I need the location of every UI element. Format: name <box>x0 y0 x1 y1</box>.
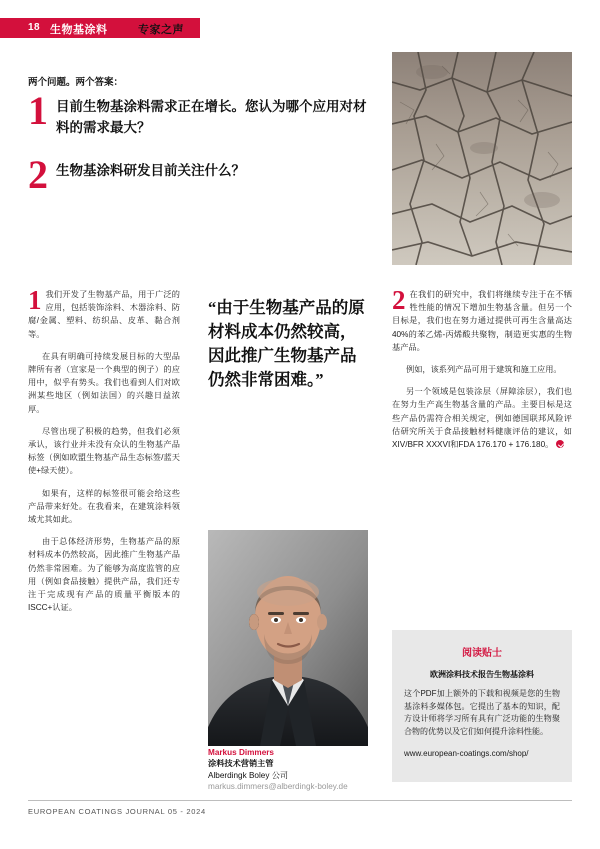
portrait-caption <box>208 748 383 791</box>
caption-name: Markus Dimmers <box>208 748 274 757</box>
answer-2-number: 2 <box>392 285 406 315</box>
question-2-number: 2 <box>28 152 48 197</box>
portrait-illustration <box>208 530 368 746</box>
read-more-box <box>392 630 572 782</box>
pull-quote: “由于生物基产品的原材料成本仍然较高，因此推广生物基产品仍然非常困难。” <box>208 298 365 389</box>
question-1-text: 目前生物基涂料需求正在增长。您认为哪个应用对材料的需求最大？ <box>56 99 367 135</box>
article-end-mark-icon <box>556 440 564 448</box>
answer-2-paragraph-2: 例如，该系列产品可用于建筑和施工应用。 <box>406 365 562 375</box>
intro-label: 两个问题。两个答案： <box>28 77 124 88</box>
answer-2-text-3: 另一个领域是包装涂层（屏障涂层），我们也在努力生产高生物基含量的产品。主要目标是这些产品仍需符合相关规定，例如德国联邦风险评估研究所关于食品接触材料健康评估的建议，如XIV/BFR XXXVI和FDA 176.170 + 176.180。 <box>392 387 572 450</box>
header-subsection-title: 专家之声 <box>138 24 184 36</box>
cracked-earth-illustration <box>392 52 572 265</box>
cracked-earth-photo <box>392 52 572 265</box>
footer-text: EUROPEAN COATINGS JOURNAL 05 - 2024 <box>28 807 206 816</box>
question-1-number: 1 <box>28 88 48 133</box>
caption-company: Alberdingk Boley 公司 <box>208 771 289 780</box>
answer-2-paragraph-1 <box>392 285 572 354</box>
answer-1-paragraph-2: 在具有明确可持续发展目标的大型品牌所有者（宣家是一个典型的例子）的应用中，似乎有势头。我们也看到人们对欧洲某些地区（例如法国）的兴趣日益浓厚。 <box>28 351 180 414</box>
read-more-subtitle: 欧洲涂料技术报告生物基涂料 <box>430 670 534 679</box>
caption-role: 涂料技术营销主管 <box>208 759 274 768</box>
answer-1-paragraph-1 <box>28 285 180 341</box>
question-2-text: 生物基涂料研发目前关注什么？ <box>56 163 245 178</box>
answer-2-paragraph-3 <box>392 385 572 451</box>
answer-1-paragraph-5: 由于总体经济形势，生物基产品的原材料成本仍然较高，因此推广生物基产品仍然非常困难。为了能够为高度监管的应用（例如食品接触）提供产品，我们还专注于完成现有产品的质量平衡版本的ISCC+认证。 <box>28 537 180 613</box>
answer-1-paragraph-4: 如果有，这样的标签很可能会给这些产品带来好处。在我看来，在建筑涂料领域尤其如此。 <box>28 488 180 525</box>
answer-1-number: 1 <box>28 285 42 315</box>
caption-email: markus.dimmers@alberdingk-boley.de <box>208 782 348 791</box>
question-2 <box>28 152 368 197</box>
answer-1-text-1: 我们开发了生物基产品，用于广泛的应用，包括装饰涂料、木器涂料、防腐/金属、塑料、纺织品、皮革、黏合剂等。 <box>28 290 180 339</box>
page-number: 18 <box>28 22 41 33</box>
answer-2-text-1: 在我们的研究中，我们将继续专注于在不牺牲性能的情况下增加生物基含量。但另一个目标是，我们也在努力通过提供可再生含量高达40%的苯乙烯-丙烯酸共聚物，制造更实惠的生物基产品。 <box>392 290 572 352</box>
answer-1-column <box>28 285 180 623</box>
read-more-body: 这个PDF加上额外的下载和视频是您的生物基涂料多媒体包。它提出了基本的知识，配方设计师将学习所有具有广泛功能的生物聚合物的优势以及它们如何提升涂料性能。 <box>404 689 560 736</box>
portrait-photo <box>208 530 368 746</box>
answer-2-column <box>392 285 572 460</box>
answer-1-paragraph-3: 尽管出现了积极的趋势，但我们必须承认，该行业并未没有众认的生物基产品标签（例如欧盟生物基产品生态标签/蓝天使+绿天使）。 <box>28 426 180 476</box>
footer-divider <box>28 800 572 801</box>
question-1 <box>28 88 368 138</box>
read-more-link[interactable]: www.european-coatings.com/shop/ <box>404 749 529 759</box>
read-more-title: 阅读贴士 <box>462 648 502 659</box>
header-section-title: 生物基涂料 <box>50 24 108 36</box>
